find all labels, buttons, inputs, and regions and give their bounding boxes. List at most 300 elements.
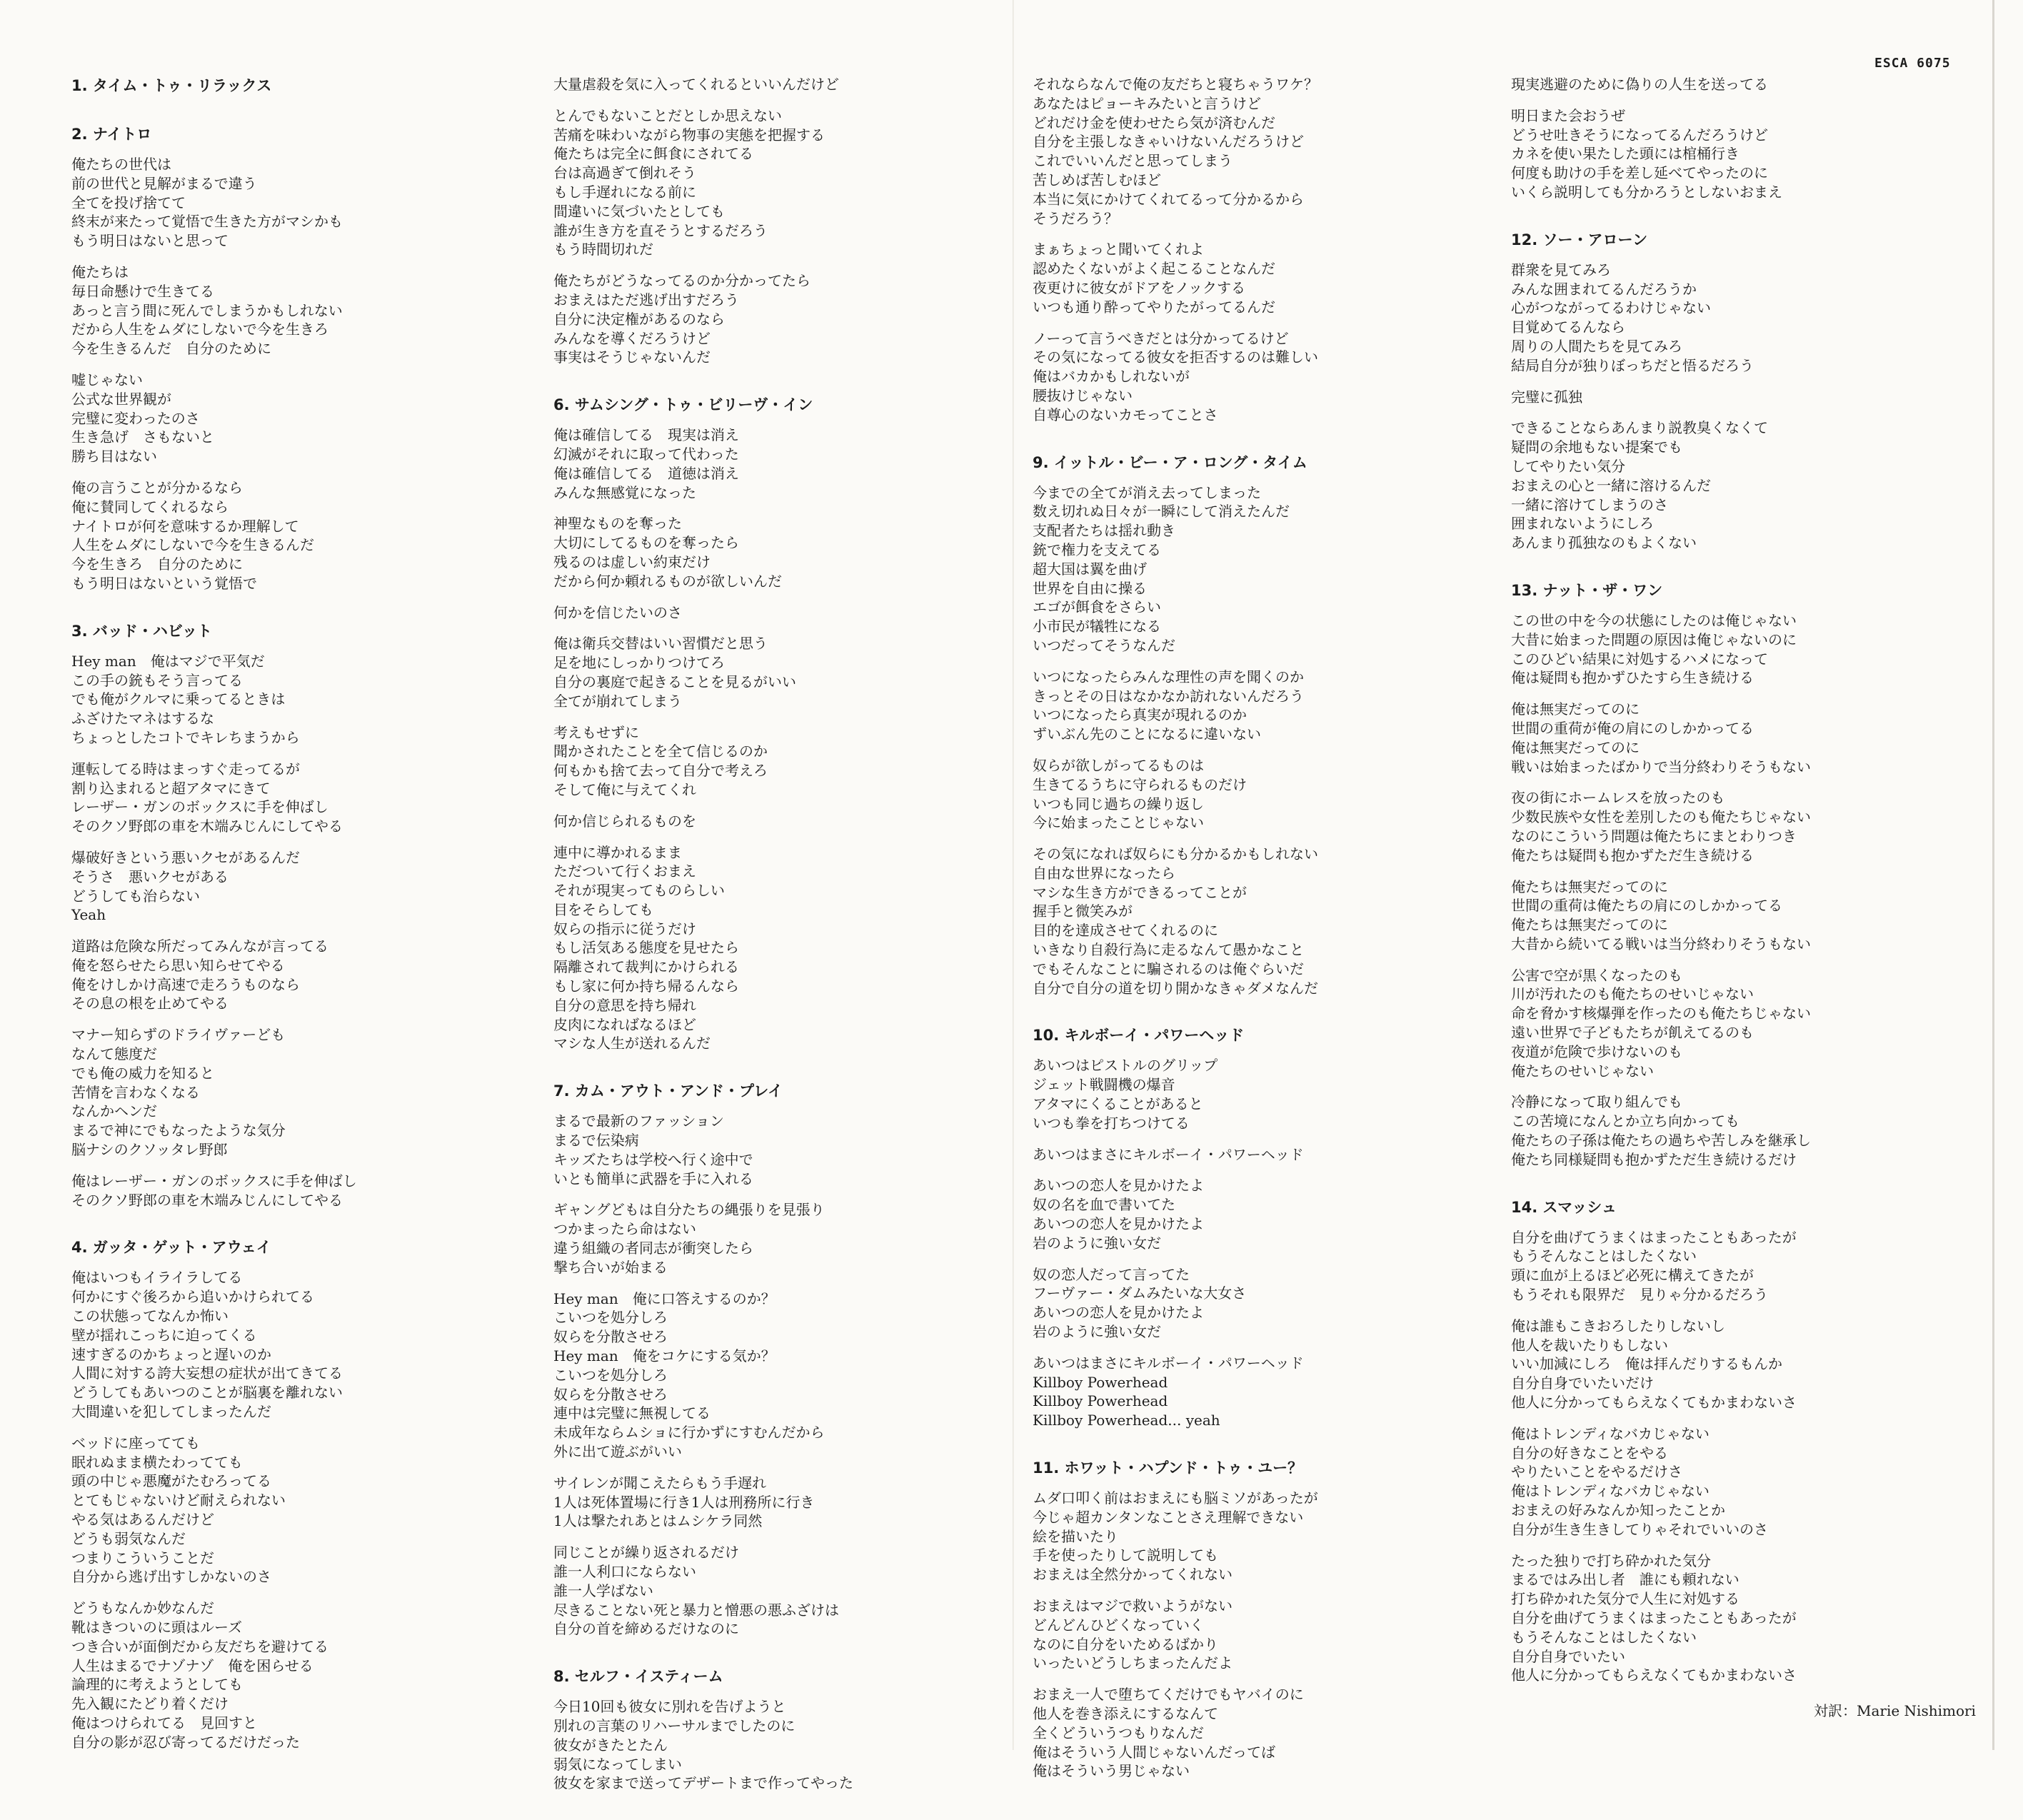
- lyric-line: それならなんで俺の友だちと寝ちゃうワケ？: [1033, 76, 1318, 93]
- lyric-stanza: [71, 1025, 528, 1160]
- lyric-stanza: [553, 1697, 1010, 1793]
- lyric-stanza: [1033, 240, 1490, 316]
- lyric-line: 結局自分が独りぼっちだと悟るだろう: [1511, 356, 1754, 374]
- lyric-line: 世界を自由に操る: [1033, 579, 1147, 597]
- lyric-line: なんかヘンだ: [71, 1102, 157, 1120]
- lyric-line: 少数民族や女性を差別したのも俺たちじゃない: [1511, 808, 1811, 826]
- lyric-line: 何かにすぐ後ろから追いかけられてる: [71, 1288, 314, 1306]
- lyric-line: 生きてるうちに守られるものだけ: [1033, 775, 1247, 793]
- lyric-stanza: [553, 812, 1010, 831]
- lyric-line: 今じゃ超カンタンなことさえ理解できない: [1033, 1508, 1304, 1526]
- lyric-line: 俺たちは: [71, 263, 129, 281]
- lyric-line: ふざけたマネはするな: [71, 710, 214, 728]
- lyric-line: このひどい結果に対処するハメになって: [1511, 650, 1768, 668]
- lyric-line: つかまったら命はない: [553, 1220, 696, 1238]
- lyric-stanza: [553, 1112, 1010, 1188]
- lyric-stanza: [1511, 1424, 1968, 1539]
- lyric-line: 完璧に孤独: [1511, 388, 1582, 406]
- song-title: 10. キルボーイ・パワーヘッド: [1033, 1027, 1245, 1045]
- lyric-line: いとも簡単に武器を手に入れる: [553, 1170, 753, 1187]
- lyric-line: 現実逃避のために偽りの人生を送ってる: [1511, 76, 1768, 93]
- lyric-line: もうそんなことはしたくない: [1511, 1628, 1697, 1646]
- lyric-line: 俺をけしかけ高速で走ろうものなら: [71, 975, 300, 993]
- lyric-line: みんな無感覚になった: [553, 483, 696, 501]
- lyric-line: とんでもないことだとしか思えない: [553, 106, 782, 124]
- lyric-line: Hey man 俺はマジで平気だ: [71, 652, 265, 670]
- lyric-line: いつも同じ過ちの繰り返し: [1033, 795, 1204, 813]
- lyric-line: 他人に分かってもらえなくてもかまわないさ: [1511, 1394, 1797, 1412]
- lyric-stanza: [553, 514, 1010, 590]
- lyric-line: 自分が生き生きしてりゃそれでいいのさ: [1511, 1520, 1768, 1538]
- lyric-stanza: [1033, 1056, 1490, 1132]
- lyric-line: まぁちょっと聞いてくれよ: [1033, 241, 1204, 258]
- lyric-line: 未成年ならムショに行かずにすむんだから: [553, 1424, 825, 1442]
- lyric-line: あいつはピストルのグリップ: [1033, 1057, 1218, 1075]
- lyric-line: 心がつながってるわけじゃない: [1511, 299, 1711, 317]
- lyric-line: 誰が生き方を直そうとするだろう: [553, 221, 768, 239]
- lyric-line: 本当に気にかけてくれてるって分かるから: [1033, 190, 1304, 208]
- lyric-line: きっとその日はなかなか訪れないんだろう: [1033, 687, 1304, 705]
- lyric-line: 自尊心のないカモってことさ: [1033, 406, 1218, 423]
- lyric-line: 絵を描いたり: [1033, 1527, 1118, 1545]
- lyric-line: まるではみ出し者 誰にも頼れない: [1511, 1571, 1740, 1589]
- lyric-line: 別れの言葉のリハーサルまでしたのに: [553, 1716, 795, 1734]
- lyric-line: いい加減にしろ 俺は拝んだりするもんか: [1511, 1355, 1782, 1373]
- lyric-line: おまえはただ逃げ出すだろう: [553, 291, 739, 308]
- lyric-line: でも俺の威力を知ると: [71, 1064, 214, 1082]
- lyric-line: 自分の影が忍び寄ってるだけだった: [71, 1733, 300, 1751]
- lyric-line: 俺たちは完全に餌食にされてる: [553, 145, 753, 163]
- lyric-line: こいつを処分しろ: [553, 1366, 668, 1384]
- lyric-stanza: [1033, 1685, 1490, 1781]
- lyric-line: サイレンが聞こえたらもう手遅れ: [553, 1474, 767, 1492]
- lyric-line: 残るのは虚しい約束だけ: [553, 553, 711, 570]
- lyric-line: 今を生きるんだ 自分のために: [71, 340, 271, 358]
- lyric-line: 俺たちは無実だってのに: [1511, 878, 1668, 895]
- lyric-stanza: [71, 937, 528, 1013]
- lyric-line: 奴の名を血で書いてた: [1033, 1196, 1175, 1214]
- lyric-line: Killboy Powerhead: [1033, 1373, 1168, 1391]
- lyric-line: 大昔から続いてる戦いは当分終わりそうもない: [1511, 935, 1811, 952]
- lyric-line: 自分を曲げてうまくはまったこともあったが: [1511, 1228, 1797, 1246]
- lyric-line: 生き急げ さもないと: [71, 428, 214, 446]
- lyric-line: 1人は撃たれあとはムシケラ同然: [553, 1512, 763, 1530]
- lyric-stanza: [1511, 878, 1968, 954]
- translator-credit: 対訳：Marie Nishimori: [1814, 1702, 1976, 1719]
- lyric-line: 他人を裁いたりもしない: [1511, 1336, 1668, 1354]
- lyric-line: 遠い世界で子どもたちが飢えてるのも: [1511, 1024, 1754, 1042]
- lyric-line: 俺はそういう男じゃない: [1033, 1762, 1190, 1780]
- lyric-stanza: [553, 1289, 1010, 1462]
- lyric-line: 俺たちがどうなってるのか分かってたら: [553, 272, 810, 290]
- lyric-line: 他人に分かってもらえなくてもかまわないさ: [1511, 1666, 1797, 1684]
- lyric-line: 今日10回も彼女に別れを告げようと: [553, 1698, 786, 1716]
- lyric-line: やる気はあるんだけど: [71, 1511, 214, 1529]
- lyrics-column-3: [1033, 75, 1490, 1808]
- song-title: 12. ソー・アローン: [1511, 231, 1648, 248]
- lyric-line: 違う組織の者同志が衝突したら: [553, 1240, 753, 1257]
- lyric-line: 何か信じられるものを: [553, 812, 696, 830]
- lyric-line: 奴らを分散させろ: [553, 1328, 668, 1346]
- lyric-line: 俺たちの子孫は俺たちの過ちや苦しみを継承し: [1511, 1132, 1811, 1150]
- lyric-line: 俺たち同様疑問も抱かずただ生き続けるだけ: [1511, 1150, 1797, 1168]
- lyric-line: 人間に対する誇大妄想の症状が出てきてる: [71, 1364, 343, 1382]
- lyric-stanza: [1511, 700, 1968, 776]
- song-title: 11. ホワット・ハプンド・トゥ・ユー？: [1033, 1459, 1303, 1477]
- lyric-line: 俺はつけられてる 見回すと: [71, 1714, 257, 1731]
- lyric-line: どうしても治らない: [71, 887, 200, 905]
- lyric-stanza: [1511, 75, 1968, 94]
- lyric-line: この世の中を今の状態にしたのは俺じゃない: [1511, 611, 1797, 629]
- lyric-stanza: [1033, 1265, 1490, 1342]
- lyric-line: 打ち砕かれた気分で人生に対処する: [1511, 1590, 1740, 1608]
- lyric-line: もし手遅れになる前に: [553, 183, 696, 201]
- lyric-line: どうもなんか妙なんだ: [71, 1599, 214, 1617]
- lyric-line: 靴はきついのに頭はルーズ: [71, 1619, 242, 1636]
- lyric-line: あいつの恋人を見かけたよ: [1033, 1304, 1204, 1322]
- lyric-line: 目的を達成させてくれるのに: [1033, 922, 1218, 940]
- lyric-line: 爆破好きという悪いクセがあるんだ: [71, 848, 300, 866]
- lyric-line: 考えもせずに: [553, 723, 639, 741]
- lyric-line: いつだってそうなんだ: [1033, 636, 1175, 654]
- song-title: 4. ガッタ・ゲット・アウェイ: [71, 1239, 271, 1257]
- song-block: [1033, 452, 1490, 998]
- lyric-line: 命を脅かす核爆弾を作ったのも俺たちじゃない: [1511, 1005, 1811, 1022]
- lyric-line: なのにこういう問題は俺たちにまとわりつき: [1511, 827, 1797, 845]
- lyric-line: 壁が揺れこっちに迫ってくる: [71, 1326, 257, 1344]
- song-title: 2. ナイトロ: [71, 126, 152, 143]
- lyric-line: 眠れぬまま横たわってても: [71, 1453, 243, 1471]
- lyric-line: 自分の好きなことをやる: [1511, 1444, 1668, 1462]
- lyric-line: 今までの全てが消え去ってしまった: [1033, 483, 1261, 501]
- lyric-stanza: [1033, 1597, 1490, 1673]
- lyric-line: ムダ口叩く前はおまえにも脳ミソがあったが: [1033, 1489, 1318, 1507]
- lyric-line: キッズたちは学校へ行く途中で: [553, 1150, 753, 1168]
- lyric-stanza: [1033, 1354, 1490, 1430]
- lyric-line: 台は高過ぎて倒れそう: [553, 164, 696, 182]
- lyric-line: あいつの恋人を見かけたよ: [1033, 1215, 1204, 1233]
- lyric-line: 腰抜けじゃない: [1033, 386, 1133, 404]
- lyric-line: 奴らが欲しがってるものは: [1033, 756, 1204, 774]
- song-block: [1033, 75, 1490, 425]
- lyric-line: 撃ち合いが始まる: [553, 1258, 668, 1276]
- lyric-line: なのに自分をいためるばかり: [1033, 1635, 1218, 1653]
- song-block: [1033, 1457, 1490, 1781]
- lyric-line: 自分の意思を持ち帰れ: [553, 996, 696, 1014]
- song-block: [553, 1080, 1010, 1639]
- lyric-stanza: [553, 603, 1010, 623]
- lyric-line: この苦境になんとか立ち向かっても: [1511, 1112, 1740, 1130]
- lyric-line: いつになったらみんな理性の声を聞くのか: [1033, 668, 1304, 685]
- lyric-line: あんまり孤独なのもよくない: [1511, 534, 1697, 552]
- lyric-line: こいつを処分しろ: [553, 1309, 668, 1327]
- lyric-stanza: [1033, 756, 1490, 833]
- lyric-line: マナー知らずのドライヴァーども: [71, 1026, 286, 1044]
- lyric-line: おまえは全然分かってくれない: [1033, 1566, 1233, 1584]
- lyric-line: いつも通り酔ってやりたがってるんだ: [1033, 298, 1275, 316]
- lyric-line: どんどんひどくなっていく: [1033, 1616, 1204, 1634]
- lyric-line: いくら説明しても分かろうとしないおまえ: [1511, 183, 1782, 201]
- page-edge: [1992, 0, 1994, 1750]
- lyric-line: 今に始まったことじゃない: [1033, 814, 1204, 832]
- lyric-line: 人生をムダにしないで今を生きるんだ: [71, 536, 314, 554]
- lyric-line: 俺は誰もこきおろしたりしないし: [1511, 1317, 1725, 1334]
- lyric-line: 支配者たちは揺れ動き: [1033, 522, 1175, 540]
- lyric-line: つまりこういうことだ: [71, 1549, 214, 1567]
- lyric-line: 超大国は翼を曲げ: [1033, 560, 1147, 578]
- lyric-line: 目覚めてるんなら: [1511, 318, 1625, 336]
- lyric-line: 俺は確信してる 現実は消え: [553, 426, 739, 444]
- lyric-line: みんなを導くだろうけど: [553, 329, 711, 347]
- lyric-stanza: [1511, 611, 1968, 688]
- lyric-line: 尽きることない死と暴力と憎悪の悪ふざけは: [553, 1601, 839, 1619]
- lyric-stanza: [553, 1474, 1010, 1531]
- lyric-line: ベッドに座ってても: [71, 1434, 200, 1452]
- lyric-stanza: [553, 271, 1010, 367]
- lyric-line: その気になってる彼女を拒否するのは難しい: [1033, 348, 1318, 366]
- lyric-line: 大昔に始まった問題の原因は俺じゃないのに: [1511, 630, 1797, 648]
- lyric-stanza: [1511, 418, 1968, 553]
- lyric-line: マシな生き方ができるってことが: [1033, 883, 1247, 901]
- lyric-line: 事実はそうじゃないんだ: [553, 348, 711, 366]
- lyric-line: みんな囲まれてるんだろうか: [1511, 280, 1697, 298]
- lyric-line: 割り込まれると超アタマにきて: [71, 779, 271, 797]
- lyric-line: 世間の重荷が俺の肩にのしかかってる: [1511, 719, 1754, 737]
- lyric-line: まるで伝染病: [553, 1132, 639, 1150]
- lyric-line: 俺を怒らせたら思い知らせてやる: [71, 956, 285, 974]
- lyric-line: でも俺がクルマに乗ってるときは: [71, 690, 286, 708]
- lyric-line: 大切にしてるものを奪ったら: [553, 534, 739, 552]
- lyrics-column-4: [1511, 75, 1968, 1712]
- lyric-line: 誰一人利口にならない: [553, 1563, 696, 1580]
- lyric-stanza: [1511, 966, 1968, 1081]
- lyric-line: 何度も助けの手を差し延べてやったのに: [1511, 164, 1768, 182]
- lyrics-column-2: [553, 75, 1010, 1820]
- lyric-stanza: [1511, 106, 1968, 202]
- lyric-line: 頭の中じゃ悪魔がたむろってる: [71, 1472, 271, 1490]
- lyric-line: 苦しめば苦しむほど: [1033, 171, 1161, 188]
- lyric-line: いつも拳を打ちつけてる: [1033, 1114, 1190, 1132]
- lyric-stanza: [71, 1268, 528, 1421]
- lyric-line: おまえの心と一緒に溶けるんだ: [1511, 476, 1711, 494]
- lyric-line: どうも弱気なんだ: [71, 1529, 186, 1547]
- lyric-line: いったいどうしちまったんだよ: [1033, 1654, 1233, 1672]
- lyric-line: ギャングどもは自分たちの縄張りを見張り: [553, 1201, 825, 1219]
- lyric-stanza: [1511, 788, 1968, 865]
- lyric-line: 完璧に変わったのさ: [71, 409, 200, 427]
- song-title: 14. スマッシュ: [1511, 1198, 1617, 1216]
- lyric-line: 手を使ったりして説明しても: [1033, 1547, 1218, 1564]
- lyric-line: 隔離されて裁判にかけられる: [553, 958, 739, 976]
- lyric-line: 連中は完璧に無視してる: [553, 1404, 711, 1422]
- lyric-line: 勝ち目はない: [71, 448, 157, 466]
- lyric-line: いつになったら真実が現れるのか: [1033, 706, 1247, 724]
- booklet-fold: [1013, 0, 1014, 1750]
- lyric-stanza: [553, 75, 1010, 94]
- song-block: [1511, 229, 1968, 553]
- lyric-line: 弱気になってしまい: [553, 1755, 682, 1773]
- lyric-line: そのクソ野郎の車を木端みじんにしてやる: [71, 818, 343, 835]
- lyric-line: 俺の言うことが分かるなら: [71, 478, 243, 496]
- lyric-line: 俺たちの世代は: [71, 156, 171, 173]
- lyric-stanza: [1033, 668, 1490, 744]
- lyric-line: できることならあんまり説教臭くなくて: [1511, 419, 1768, 437]
- lyric-line: おまえはマジで救いようがない: [1033, 1597, 1233, 1614]
- lyric-line: 彼女がきたとたん: [553, 1736, 668, 1754]
- lyric-line: どれだけ金を使わせたら気が済むんだ: [1033, 114, 1275, 131]
- lyric-stanza: [71, 652, 528, 748]
- lyric-line: 俺は無実だってのに: [1511, 738, 1640, 756]
- lyric-line: だから何か頼れるものが欲しいんだ: [553, 572, 782, 590]
- lyric-stanza: [553, 1543, 1010, 1639]
- lyric-line: 脳ナシのクソッタレ野郎: [71, 1141, 228, 1159]
- lyric-line: 俺はトレンディなバカじゃない: [1511, 1424, 1710, 1442]
- catalog-number: ESCA 6075: [1874, 56, 1951, 71]
- lyric-line: 俺たちは無実だってのに: [1511, 916, 1668, 934]
- lyric-line: 自分を主張しなきゃいけないんだろうけど: [1033, 133, 1304, 151]
- lyric-line: 論理的に考えようとしても: [71, 1676, 243, 1694]
- lyric-stanza: [553, 106, 1010, 259]
- lyric-stanza: [71, 1434, 528, 1587]
- lyric-line: どうしてもあいつのことが脳裏を離れない: [71, 1384, 343, 1402]
- lyric-line: 自分で自分の道を切り開かなきゃダメなんだ: [1033, 979, 1318, 997]
- lyric-stanza: [71, 263, 528, 358]
- lyric-line: 自分に決定権があるのなら: [553, 310, 725, 328]
- lyric-line: 認めたくないがよく起こることなんだ: [1033, 260, 1275, 278]
- lyric-line: 全てを投げ捨てて: [71, 193, 186, 211]
- song-block: [71, 124, 528, 593]
- lyric-line: もうそれも限界だ 見りゃ分かるだろう: [1511, 1286, 1768, 1304]
- lyric-stanza: [553, 1200, 1010, 1277]
- lyric-line: 冷静になって取り組んでも: [1511, 1093, 1682, 1111]
- lyric-stanza: [553, 634, 1010, 710]
- lyric-line: まるで神にでもなったような気分: [71, 1122, 286, 1140]
- lyric-line: 苦痛を味わいながら物事の実態を把握する: [553, 126, 825, 144]
- lyric-line: 連中に導かれるまま: [553, 843, 682, 861]
- lyric-stanza: [1033, 1489, 1490, 1584]
- lyric-line: 夜道が危険で歩けないのも: [1511, 1042, 1682, 1060]
- lyric-line: 奴らを分散させろ: [553, 1385, 668, 1403]
- lyric-line: 自分を曲げてうまくはまったこともあったが: [1511, 1609, 1797, 1627]
- lyric-line: アタマにくることがあると: [1033, 1095, 1203, 1113]
- lyric-line: 頭に血が上るほど必死に構えてきたが: [1511, 1267, 1754, 1284]
- lyric-line: 人生はまるでナゾナゾ 俺を困らせる: [71, 1656, 313, 1674]
- lyric-line: もう時間切れだ: [553, 241, 653, 258]
- lyric-line: ナイトロが何を意味するか理解して: [71, 517, 299, 535]
- lyric-line: おまえ一人で堕ちてくだけでもヤバイのに: [1033, 1686, 1304, 1704]
- lyric-line: Killboy Powerhead... yeah: [1033, 1412, 1220, 1429]
- lyric-line: そうだろう？: [1033, 209, 1118, 227]
- lyric-line: エゴが餌食をさらい: [1033, 598, 1161, 616]
- lyric-line: どうせ吐きそうになってるんだろうけど: [1511, 126, 1768, 144]
- lyric-line: 川が汚れたのも俺たちのせいじゃない: [1511, 985, 1754, 1003]
- lyric-stanza: [71, 371, 528, 466]
- lyric-line: 俺は疑問も抱かずひたすら生き続ける: [1511, 669, 1754, 687]
- lyric-line: たった独りで打ち砕かれた気分: [1511, 1552, 1711, 1569]
- lyric-line: 他人を巻き添えにするなんて: [1033, 1704, 1218, 1722]
- lyric-line: 世間の重荷は俺たちの肩にのしかかってる: [1511, 897, 1782, 915]
- song-title: 6. サムシング・トゥ・ビリーヴ・イン: [553, 396, 813, 414]
- song-block: [1511, 580, 1968, 1170]
- lyric-line: あいつの恋人を見かけたよ: [1033, 1177, 1204, 1195]
- lyric-line: 小市民が犠牲になる: [1033, 618, 1161, 635]
- lyric-line: 俺は無実だってのに: [1511, 700, 1640, 718]
- lyric-line: これでいいんだと思ってしまう: [1033, 152, 1233, 170]
- lyric-stanza: [1511, 261, 1968, 376]
- lyric-line: もう明日はないという覚悟で: [71, 574, 257, 592]
- song-title: 8. セルフ・イスティーム: [553, 1668, 723, 1686]
- lyric-line: 俺に賛同してくれるなら: [71, 498, 229, 516]
- lyric-line: だから人生をムダにしないで今を生きろ: [71, 321, 328, 338]
- lyric-line: 岩のように強い女だ: [1033, 1323, 1161, 1341]
- lyric-line: 目をそらしても: [553, 900, 653, 918]
- song-block: [71, 75, 528, 96]
- lyric-stanza: [1511, 1552, 1968, 1686]
- lyric-line: 今を生きろ 自分のために: [71, 555, 243, 573]
- lyric-line: その息の根を止めてやる: [71, 995, 229, 1012]
- lyric-line: 彼女を家まで送ってデザートまで作ってやった: [553, 1774, 853, 1792]
- lyric-line: 速すぎるのかちょっと遅いのか: [71, 1345, 271, 1363]
- lyric-line: なんて態度だ: [71, 1045, 157, 1063]
- lyric-line: おまえの好みなんか知ったことか: [1511, 1502, 1725, 1519]
- lyric-line: 全てが崩れてしまう: [553, 692, 682, 710]
- lyric-line: 1人は死体置場に行き1人は刑務所に行き: [553, 1493, 815, 1511]
- lyric-line: 同じことが繰り返されるだけ: [553, 1544, 739, 1562]
- lyric-line: Killboy Powerhead: [1033, 1392, 1168, 1410]
- lyric-line: 前の世代と見解がまるで違う: [71, 174, 257, 192]
- lyric-line: カネを使い果たした頭には棺桶行き: [1511, 145, 1740, 163]
- lyric-line: 毎日命懸けで生きてる: [71, 282, 214, 300]
- song-title: 13. ナット・ザ・ワン: [1511, 581, 1663, 599]
- lyric-line: 俺たちは疑問も抱かずただ生き続ける: [1511, 846, 1754, 864]
- lyric-line: 周りの人間たちを見てみろ: [1511, 337, 1682, 355]
- lyric-line: 聞かされたことを全て信じるのか: [553, 743, 768, 760]
- lyric-stanza: [1511, 1317, 1968, 1412]
- song-block: [553, 1666, 1010, 1793]
- lyric-line: 奴の恋人だって言ってた: [1033, 1265, 1190, 1283]
- lyric-line: この状態ってなんか怖い: [71, 1307, 229, 1325]
- lyrics-column-1: [71, 75, 528, 1779]
- lyric-stanza: [71, 848, 528, 925]
- lyric-stanza: [1033, 329, 1490, 425]
- lyric-line: 明日また会おうぜ: [1511, 106, 1625, 124]
- song-block: [71, 620, 528, 1210]
- lyric-line: 俺は衛兵交替はいい習慣だと思う: [553, 635, 768, 653]
- lyric-line: 間違いに気づいたとしても: [553, 202, 725, 220]
- lyric-line: 終末が来たって覚悟で生きた方がマシかも: [71, 213, 343, 231]
- lyric-line: 岩のように強い女だ: [1033, 1234, 1161, 1252]
- lyric-line: 俺はそういう人間じゃないんだってば: [1033, 1743, 1275, 1761]
- lyric-line: 夜更けに彼女がドアをノックする: [1033, 278, 1245, 296]
- lyric-stanza: [71, 1599, 528, 1751]
- song-title: 7. カム・アウト・アンド・プレイ: [553, 1082, 783, 1100]
- lyric-line: 先入観にたどり着くだけ: [71, 1695, 229, 1713]
- song-block: [553, 75, 1010, 367]
- lyric-line: 群衆を見てみろ: [1511, 261, 1611, 278]
- lyric-line: 幻滅がそれに取って代わった: [553, 445, 739, 463]
- lyric-line: 自分自身でいたいだけ: [1511, 1374, 1654, 1392]
- lyric-line: 俺はトレンディなバカじゃない: [1511, 1482, 1710, 1500]
- lyric-line: 俺たちのせいじゃない: [1511, 1062, 1654, 1080]
- lyric-line: してやりたい気分: [1511, 457, 1625, 475]
- lyric-line: この手の銃もそう言ってる: [71, 671, 243, 689]
- lyric-line: 自分から逃げ出すしかないのさ: [71, 1568, 271, 1586]
- lyric-line: 一緒に溶けてしまうのさ: [1511, 496, 1668, 513]
- lyric-line: 大間違いを犯してしまったんだ: [71, 1403, 271, 1421]
- lyric-line: 何もかも捨て去って自分で考えろ: [553, 762, 768, 780]
- lyric-line: とてもじゃないけど耐えられない: [71, 1492, 286, 1509]
- lyric-line: 自分の裏庭で起きることを見るがいい: [553, 673, 796, 690]
